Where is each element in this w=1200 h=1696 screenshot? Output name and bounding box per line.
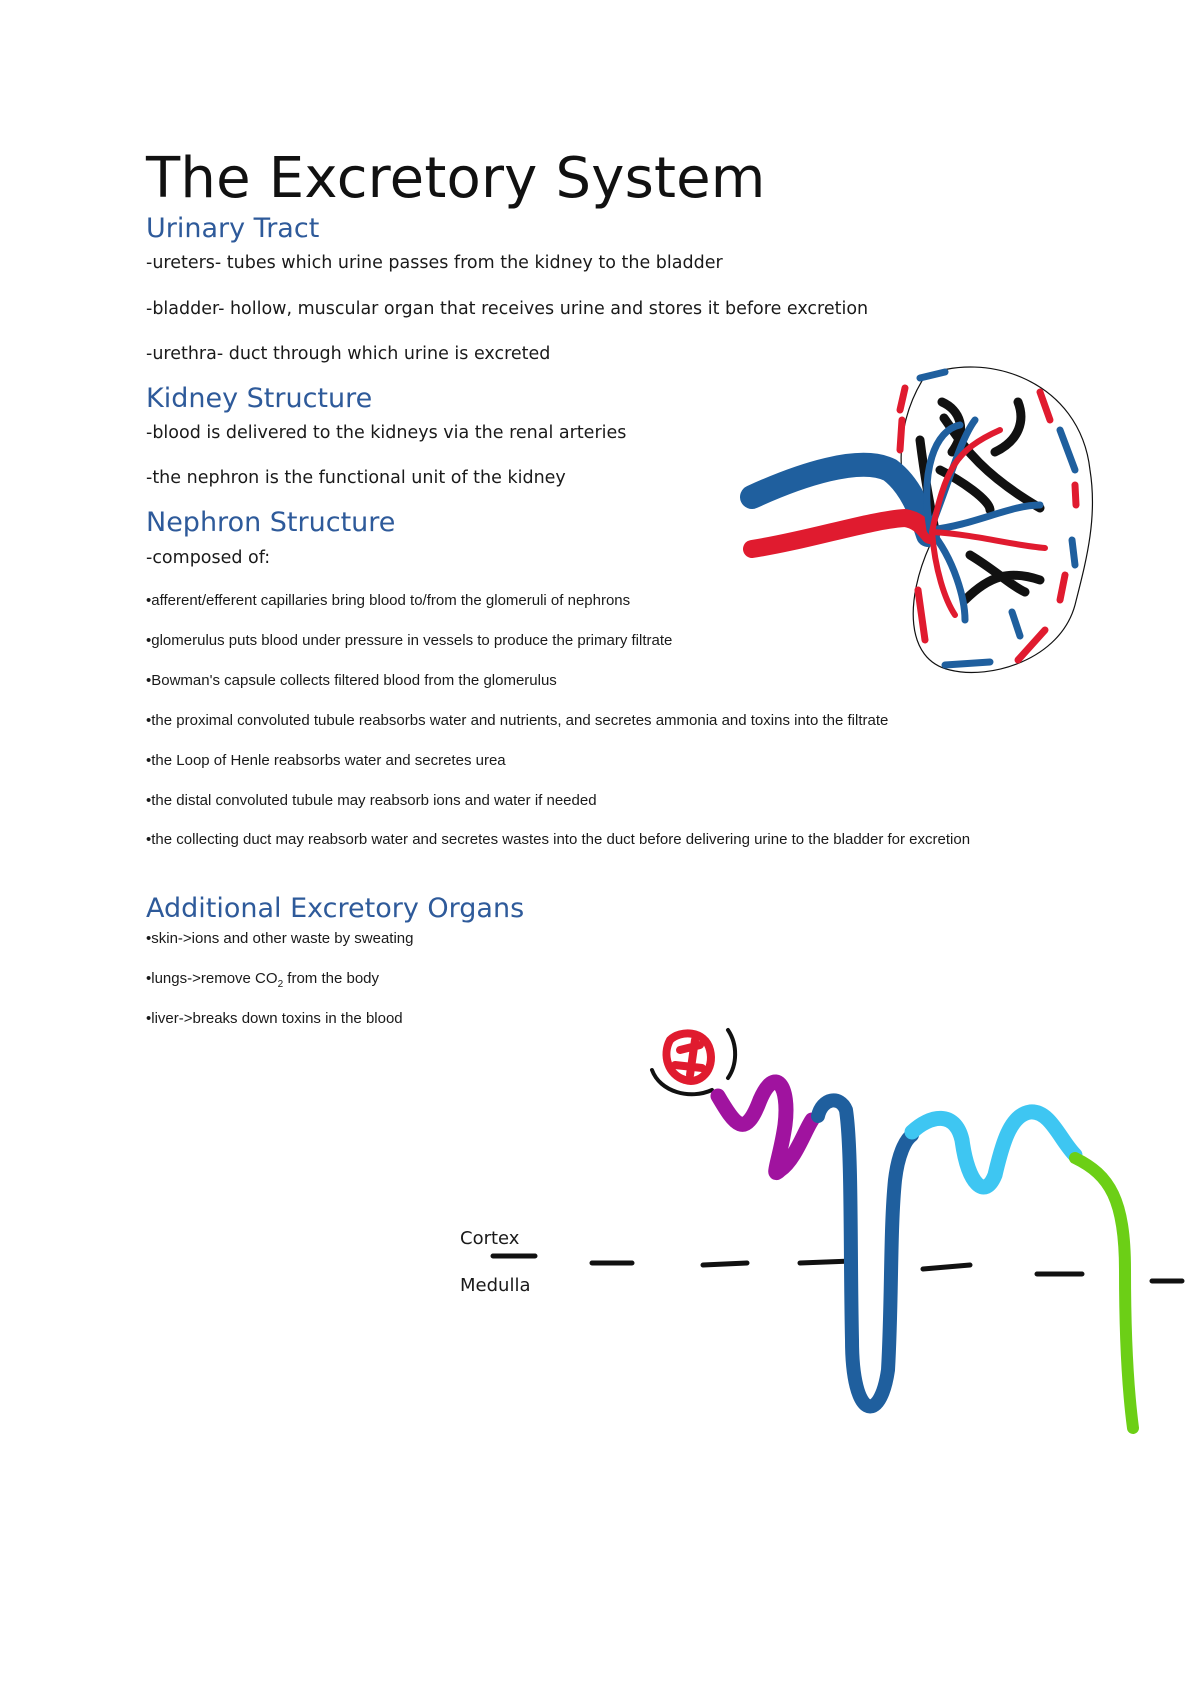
- collecting-duct: [1075, 1158, 1133, 1428]
- kidney-illustration: [740, 355, 1100, 685]
- heading-nephron-structure: Nephron Structure: [146, 507, 396, 538]
- bullet-item: •skin->ions and other waste by sweating: [146, 930, 414, 947]
- distal-tubule: [912, 1112, 1075, 1187]
- medulla-label: Medulla: [460, 1275, 531, 1296]
- bullet-item: •the distal convoluted tubule may reabsorb ions and water if needed: [146, 792, 597, 809]
- bullet-item: •the collecting duct may reabsorb water and secretes wastes into the duct before delivering urine to the bladder for excretion: [146, 831, 971, 848]
- heading-kidney-structure: Kidney Structure: [146, 383, 373, 414]
- cortex-medulla-boundary: [493, 1256, 1182, 1281]
- glomerulus: [666, 1033, 710, 1081]
- text-line: -bladder- hollow, muscular organ that receives urine and stores it before excretion: [146, 299, 869, 319]
- heading-additional-organs: Additional Excretory Organs: [146, 893, 525, 924]
- bullet-item: •glomerulus puts blood under pressure in vessels to produce the primary filtrate: [146, 632, 673, 649]
- heading-urinary-tract: Urinary Tract: [146, 213, 320, 244]
- bullet-item: •the Loop of Henle reabsorbs water and secretes urea: [146, 752, 506, 769]
- bullet-item: •afferent/efferent capillaries bring blood to/from the glomeruli of nephrons: [146, 592, 631, 609]
- loop-of-henle: [818, 1100, 912, 1406]
- renal-artery: [752, 518, 930, 549]
- nephron-illustration: [480, 1015, 1170, 1435]
- text-line: -the nephron is the functional unit of the kidney: [146, 468, 566, 488]
- text-line: -urethra- duct through which urine is excreted: [146, 344, 551, 364]
- cortex-label: Cortex: [460, 1228, 520, 1249]
- bullet-item: •Bowman's capsule collects filtered blood from the glomerulus: [146, 672, 557, 689]
- subscript: 2: [277, 979, 284, 990]
- text-line: -blood is delivered to the kidneys via the renal arteries: [146, 423, 627, 443]
- bullet-item: [146, 970, 379, 990]
- bullet-text: from the body: [283, 970, 380, 987]
- page-title: The Excretory System: [146, 146, 766, 211]
- bullet-item: •liver->breaks down toxins in the blood: [146, 1010, 403, 1027]
- bullet-text: •lungs->remove CO: [146, 970, 278, 987]
- text-line: -composed of:: [146, 548, 271, 568]
- proximal-tubule: [718, 1082, 812, 1173]
- text-line: -ureters- tubes which urine passes from the kidney to the bladder: [146, 253, 723, 273]
- bullet-item: •the proximal convoluted tubule reabsorbs water and nutrients, and secretes ammonia and toxins into the filtrate: [146, 712, 889, 729]
